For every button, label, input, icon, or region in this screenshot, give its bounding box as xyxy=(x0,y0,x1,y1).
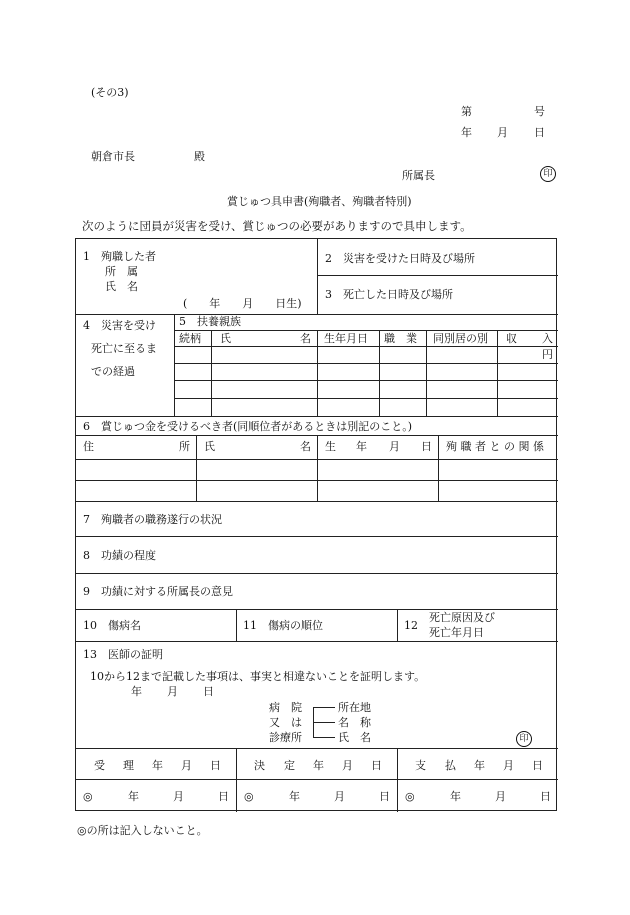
sec3-label: 3 死亡した日時及び場所 xyxy=(325,288,453,301)
footer-paid-2: 払 xyxy=(445,759,456,772)
sec12-line2: 死亡年月日 xyxy=(429,626,484,639)
footer-day-2: 日 xyxy=(379,790,390,803)
sec5-yen-unit: 円 xyxy=(542,348,553,361)
footer-month-1: 月 xyxy=(173,790,184,803)
footer-paid-1: 支 xyxy=(415,759,426,772)
sec13-label: 13 医師の証明 xyxy=(83,648,163,661)
sec6-header-birth-3: 月 xyxy=(389,440,400,453)
sender-title: 所属長 xyxy=(402,169,435,182)
sec6-header-birth-4: 日 xyxy=(421,440,432,453)
sec12-line1: 死亡原因及び xyxy=(429,611,495,624)
footer-decided-3: 年 xyxy=(313,759,324,772)
sec6-header-birth-2: 年 xyxy=(356,440,367,453)
footer-paid-4: 月 xyxy=(503,759,514,772)
footer-year-1: 年 xyxy=(128,790,139,803)
sec5-header-birthdate: 生年月日 xyxy=(324,332,368,345)
sec13-date-month: 月 xyxy=(167,685,178,698)
sec13-inst-or: 又 は xyxy=(269,716,302,729)
sec12-number: 12 xyxy=(404,619,418,632)
footer-decided-2: 定 xyxy=(284,759,295,772)
application-form xyxy=(75,238,557,811)
sec2-label: 2 災害を受けた日時及び場所 xyxy=(325,252,475,265)
date-month-label: 月 xyxy=(497,126,508,139)
sec8-label: 8 功績の程度 xyxy=(83,549,156,562)
footer-received-1: 受 xyxy=(94,759,105,772)
sec9-label: 9 功績に対する所属長の意見 xyxy=(83,585,233,598)
sec1-birth-label: ( 年 月 日生) xyxy=(183,297,302,310)
footer-received-5: 日 xyxy=(210,759,221,772)
footnote: ◎の所は記入しないこと。 xyxy=(77,824,208,837)
footer-mark-1: ◎ xyxy=(83,790,93,803)
sec4-line2: 死亡に至るま xyxy=(91,342,157,355)
sec4-line3: での経過 xyxy=(91,365,135,378)
sec6-header-name2: 名 xyxy=(300,440,311,453)
sec5-header-income2: 入 xyxy=(542,332,553,345)
footer-received-3: 年 xyxy=(152,759,163,772)
footer-mark-3: ◎ xyxy=(405,790,415,803)
sec13-inst-hospital: 病 院 xyxy=(269,701,302,714)
sec13-date-day: 日 xyxy=(203,685,214,698)
sec5-header-relation: 続柄 xyxy=(179,332,201,345)
date-day-label: 日 xyxy=(534,126,545,139)
intro-text: 次のように団員が災害を受け、賞じゅつの必要がありますので具申します。 xyxy=(82,219,472,233)
form-number: (その3) xyxy=(91,86,129,99)
sec13-date-year: 年 xyxy=(131,685,142,698)
sec13-field-doctor-name: 氏 名 xyxy=(338,731,371,744)
addressee: 朝倉市長 xyxy=(91,150,135,163)
footer-month-3: 月 xyxy=(495,790,506,803)
sec10-label: 10 傷病名 xyxy=(83,619,141,632)
sec13-field-location: 所在地 xyxy=(338,701,371,714)
footer-day-3: 日 xyxy=(540,790,551,803)
seal-mark: 印 xyxy=(540,166,556,182)
sec5-header-name1: 氏 xyxy=(220,332,231,345)
sec6-header-birth-1: 生 xyxy=(325,440,336,453)
sec6-header-name1: 氏 xyxy=(204,440,215,453)
footer-decided-1: 決 xyxy=(254,759,265,772)
sec7-label: 7 殉職者の職務遂行の状況 xyxy=(83,513,222,526)
footer-day-1: 日 xyxy=(218,790,229,803)
sec6-label: 6 賞じゅつ金を受けるべき者(同順位者があるときは別記のこと。) xyxy=(83,420,413,433)
sec5-header-income1: 収 xyxy=(506,332,517,345)
footer-month-2: 月 xyxy=(334,790,345,803)
doc-number-label: 第 xyxy=(461,105,472,118)
footer-received-4: 月 xyxy=(181,759,192,772)
sec1-label: 1 殉職した者 xyxy=(83,250,156,263)
footer-decided-4: 月 xyxy=(342,759,353,772)
footer-received-2: 理 xyxy=(123,759,134,772)
sec5-header-occupation: 職 業 xyxy=(384,332,417,345)
date-year-label: 年 xyxy=(461,126,472,139)
sec6-header-address2: 所 xyxy=(179,440,190,453)
sec4-line1: 4 災害を受け xyxy=(83,319,156,332)
sec5-header-name2: 名 xyxy=(300,332,311,345)
sec13-inst-clinic: 診療所 xyxy=(269,731,302,744)
sec6-header-address1: 住 xyxy=(83,440,94,453)
honorific: 殿 xyxy=(194,150,205,163)
footer-year-3: 年 xyxy=(450,790,461,803)
sec13-field-facility-name: 名 称 xyxy=(338,716,371,729)
document-title: 賞じゅつ具申書(殉職者、殉職者特別) xyxy=(227,195,412,208)
sec1-affiliation-label: 所 属 xyxy=(105,265,138,278)
sec6-header-relationship: 殉 職 者 と の 関 係 xyxy=(446,440,544,453)
doc-number-suffix: 号 xyxy=(534,105,545,118)
footer-paid-3: 年 xyxy=(474,759,485,772)
footer-mark-2: ◎ xyxy=(244,790,254,803)
sec13-statement: 10から12まで記載した事項は、事実と相違ないことを証明します。 xyxy=(90,670,426,683)
sec1-name-label: 氏 名 xyxy=(105,280,138,293)
footer-paid-5: 日 xyxy=(532,759,543,772)
footer-decided-5: 日 xyxy=(371,759,382,772)
sec5-label: 5 扶養親族 xyxy=(179,315,241,328)
sec13-seal-mark: 印 xyxy=(516,731,532,747)
sec5-header-residence: 同別居の別 xyxy=(433,332,488,345)
footer-year-2: 年 xyxy=(289,790,300,803)
sec11-label: 11 傷病の順位 xyxy=(243,619,323,632)
